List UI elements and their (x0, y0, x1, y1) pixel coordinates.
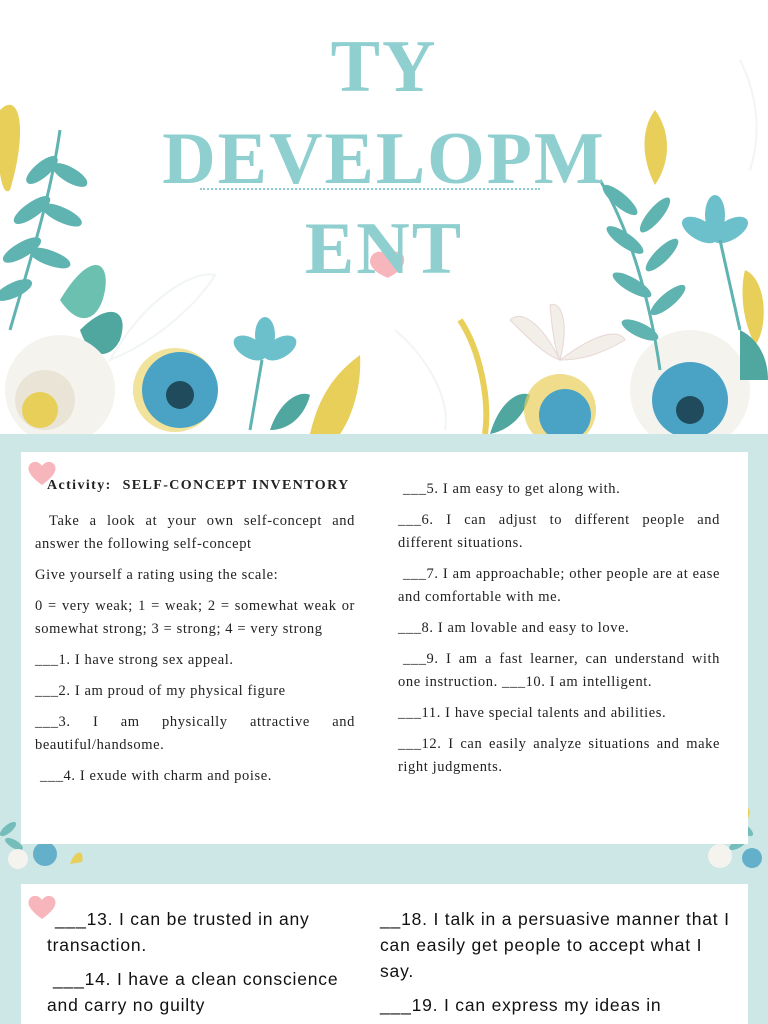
card2-right-column (380, 906, 735, 1024)
title-line-2: DEVELOPM (162, 118, 606, 200)
inventory-item: ___1. I have strong sex appeal. (35, 652, 234, 668)
inventory-item: ___7. I am approachable; other people are at ease and comfortable with me. (398, 566, 720, 605)
inventory-card-1 (21, 452, 748, 844)
inventory-item: ___5. I am easy to get along with. (403, 481, 621, 497)
inventory-item: ___4. I exude with charm and poise. (40, 768, 273, 784)
title-line-1: TY (330, 26, 438, 108)
activity-label: Activity: (47, 478, 112, 493)
inventory-item: ___14. I have a clean conscience and carry no guilty (47, 969, 339, 1015)
card1-right-column (398, 478, 720, 787)
inventory-card-2 (21, 884, 748, 1024)
inventory-item: ___11. I have special talents and abilities. (398, 705, 667, 721)
intro-text: Take a look at your own self-concept and answer the following self-concept (35, 513, 355, 552)
activity-title: SELF-CONCEPT INVENTORY (122, 478, 350, 493)
inventory-item: ___3. I am physically attractive and beautiful/handsome. (35, 714, 355, 753)
inventory-item: ___9. I am a fast learner, can understand with one instruction. ___10. I am intelligent. (398, 651, 720, 690)
title-line-3: ENT (304, 208, 464, 290)
inventory-item: ___6. I can adjust to different people and different situations. (398, 512, 720, 551)
title-divider (200, 188, 540, 190)
inventory-item: ___19. I can express my ideas in (380, 995, 662, 1015)
inventory-item: ___8. I am lovable and easy to love. (398, 620, 630, 636)
inventory-item: __18. I talk in a persuasive manner that I can easily get people to accept what I say. (380, 909, 730, 981)
activity-heading (35, 474, 355, 497)
inventory-item: ___2. I am proud of my physical figure (35, 683, 286, 699)
card2-left-column (47, 906, 367, 1024)
rating-instruction: Give yourself a rating using the scale: (35, 567, 279, 583)
card1-left-column (35, 474, 355, 796)
rating-scale: 0 = very weak; 1 = weak; 2 = somewhat weak or somewhat strong; 3 = strong; 4 = very strong (35, 598, 355, 637)
inventory-item: ___12. I can easily analyze situations and make right judgments. (398, 736, 720, 775)
inventory-item: ___13. I can be trusted in any transaction. (47, 909, 310, 955)
header-banner (0, 0, 768, 434)
